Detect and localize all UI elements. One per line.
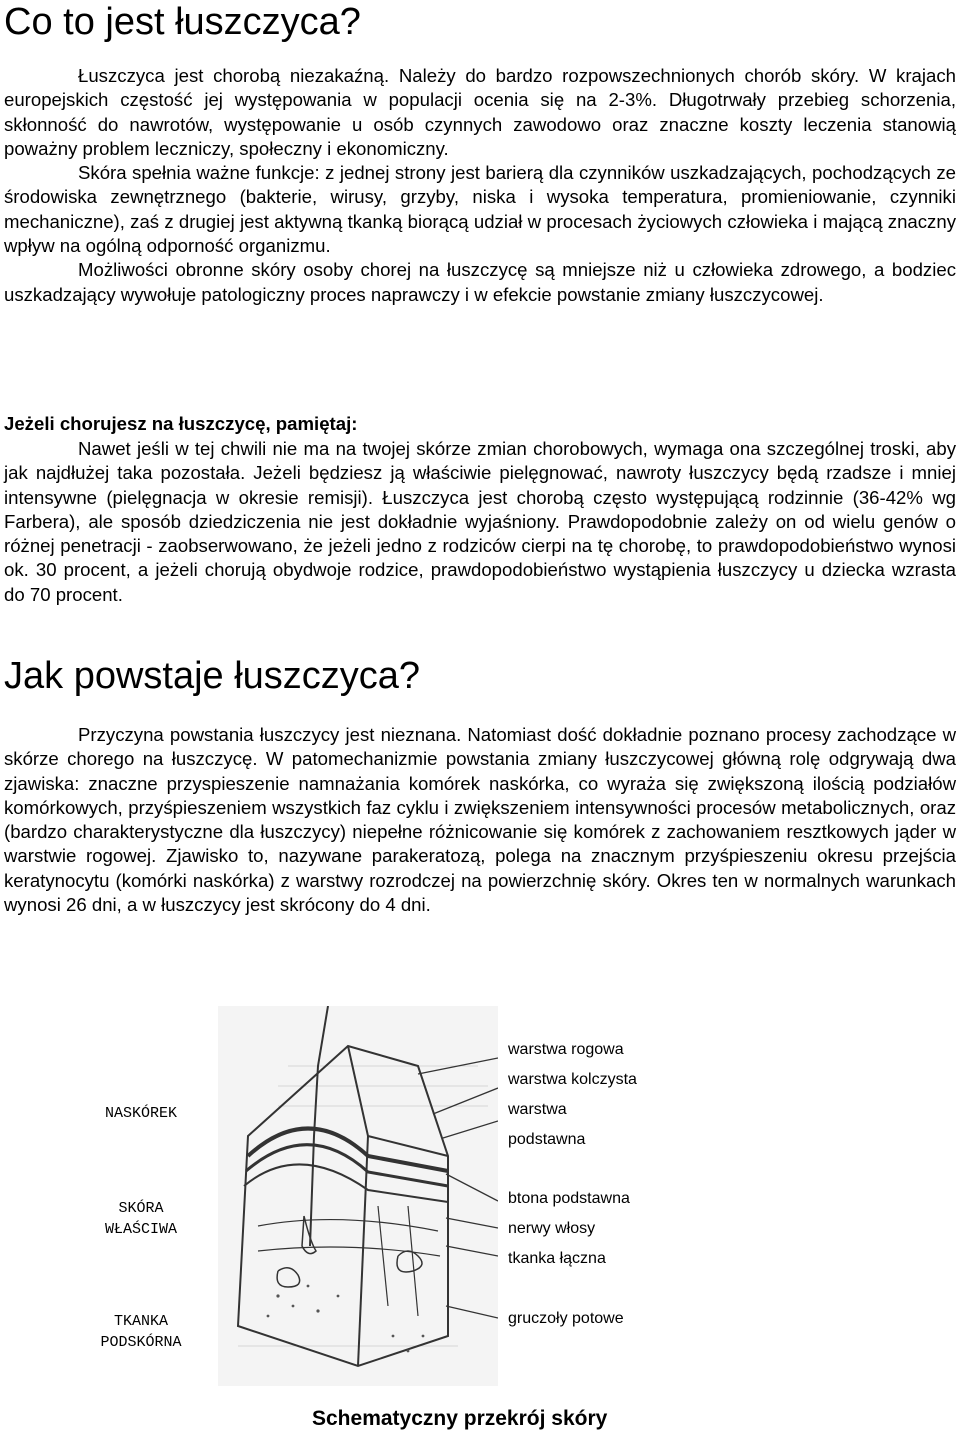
label-warstwa-rogowa: warstwa rogowa <box>508 1041 624 1058</box>
label-blona-podstawna: btona podstawna <box>508 1190 630 1207</box>
page-title: Co to jest łuszczyca? <box>4 1 361 43</box>
label-wlasciwa: WŁAŚCIWA <box>104 1221 177 1238</box>
label-tkanka-laczna: tkanka łączna <box>508 1250 606 1267</box>
label-tkanka: TKANKA <box>113 1313 168 1330</box>
intro-paragraph-3: Możliwości obronne skóry osoby chorej na łuszczycę są mniejsze niż u człowieka zdrowego, a bodziec uszkadzający wywołuje patologiczny proces naprawczy i w efekcie powstanie zmiany łuszczycowej. <box>4 259 956 305</box>
label-skora: SKÓRA <box>118 1200 164 1217</box>
label-naskorek: NASKÓREK <box>104 1105 177 1122</box>
remember-section <box>4 437 956 607</box>
label-gruczoly-potowe: gruczoły potowe <box>508 1310 624 1327</box>
intro-paragraph-1: Łuszczyca jest chorobą niezakaźną. Należy do bardzo rozpowszechnionych chorób skóry. W krajach europejskich częstość jej występowania w populacji ocenia się na 2-3%. Długotrwały przebieg schorzenia, skłonność do nawrotów, występowanie u osób czynnych zawodowo oraz znaczne koszty leczenia stanowią poważny problem leczniczy, społeczny i ekonomiczny. <box>4 65 956 159</box>
cause-section <box>4 723 956 917</box>
remember-paragraph: Nawet jeśli w tej chwili nie ma na twojej skórze zmian chorobowych, wymaga ona szczególnej troski, aby jak najdłużej taka pozostała. Jeżeli będziesz ją właściwie pielęgnować, nawroty łuszczycy będą rzadsze i mniej intensywne (pielęgnacja w okresie remisji). Łuszczyca jest chorobą często występującą rodzinnie (36-42% wg Farbera), ale sposób dziedziczenia nie jest dokładnie wyjaśniony. Prawdopodobnie zależy on od wielu genów o różnej penetracji - zaobserwowano, że jeżeli jedno z rodziców cierpi na tę chorobę, to prawdopodobieństwo wynosi ok. 30 procent, a jeżeli chorują obydwoje rodzice, prawdopodobieństwo wystąpienia łuszczycy u dziecka wzrasta do 70 procent. <box>4 438 956 605</box>
section-heading: Jak powstaje łuszczyca? <box>4 655 421 697</box>
intro-paragraph-2: Skóra spełnia ważne funkcje: z jednej strony jest barierą dla czynników uszkadzających, pochodzących ze środowiska zewnętrznego (bakterie, wirusy, grzyby, niska i wysoka temperatura, promieniowanie, czynniki mechaniczne), zaś z drugiej jest aktywną tkanką biorącą udział w procesach życiowych człowieka i mającą znaczny wpływ na ogólną odporność organizmu. <box>4 162 956 257</box>
intro-section <box>4 64 956 307</box>
label-podskorna: PODSKÓRNA <box>100 1334 182 1351</box>
label-warstwa: warstwa <box>508 1101 567 1118</box>
figure-caption: Schematyczny przekrój skóry <box>312 1407 608 1430</box>
label-nerwy-wlosy: nerwy włosy <box>508 1220 596 1237</box>
remember-heading: Jeżeli chorujesz na łuszczycę, pamiętaj: <box>4 413 358 434</box>
label-podstawna: podstawna <box>508 1131 586 1148</box>
label-warstwa-kolczysta: warstwa kolczysta <box>508 1071 637 1088</box>
skin-cross-section-figure <box>218 1006 498 1386</box>
cause-paragraph: Przyczyna powstania łuszczycy jest nieznana. Natomiast dość dokładnie poznano procesy zachodzące w skórze chorego na łuszczycę. W patomechanizmie powstania zmiany łuszczycowej główną rolę odgrywają dwa zjawiska: znaczne przyspieszenie namnażania komórek naskórka, co wyraża się zwiększoną ilością podziałów komórkowych, przyśpieszeniem wszystkich faz cyklu i zwiększeniem intensywności procesów metabolicznych, oraz (bardzo charakterystyczne dla łuszczycy) niepełne różnicowanie się komórek z zachowaniem resztkowych jąder w warstwie rogowej. Zjawisko to, nazywane parakeratozą, polega na znacznym przyśpieszeniu okresu przejścia keratynocytu (komórki naskórka) z warstwy rozrodczej na powierzchnię skóry. Okres ten w normalnych warunkach wynosi 26 dni, a w łuszczycy jest skrócony do 4 dni. <box>4 724 956 916</box>
